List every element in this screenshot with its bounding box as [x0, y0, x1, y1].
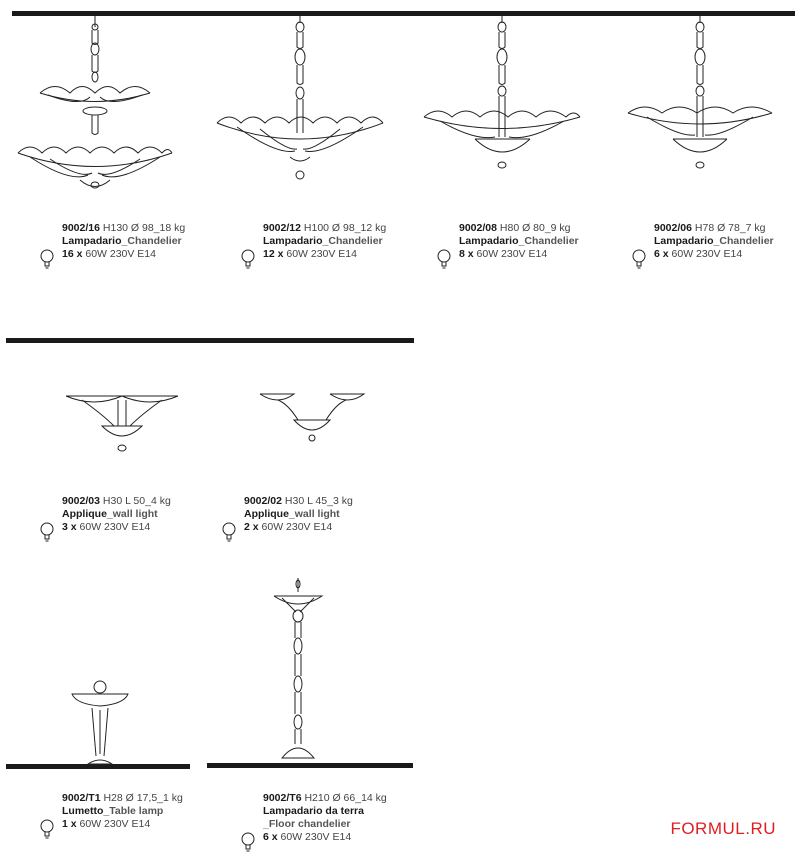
product-9002-t6 [263, 792, 387, 844]
product-code: 9002/06 [654, 222, 692, 234]
product-9002-02 [244, 495, 353, 534]
bulb-count: 1 x [62, 818, 77, 830]
bulb-count: 3 x [62, 521, 77, 533]
divider-middle [6, 338, 414, 343]
product-dimensions: H28 Ø 17,5_1 kg [103, 792, 183, 804]
bulb-spec: 60W 230V E14 [261, 521, 333, 533]
bulb-count: 16 x [62, 248, 83, 260]
product-dimensions: H210 Ø 66_14 kg [304, 792, 387, 804]
chandelier-12-drawing [215, 15, 385, 185]
bulb-spec: 60W 230V E14 [476, 248, 548, 260]
bulb-count: 2 x [244, 521, 259, 533]
product-name-en: Chandelier [127, 235, 182, 247]
product-code: 9002/16 [62, 222, 100, 234]
product-name-it: Lumetto_ [62, 805, 110, 817]
product-name-en: Chandelier [328, 235, 383, 247]
product-code: 9002/08 [459, 222, 497, 234]
product-9002-06 [654, 222, 774, 261]
product-dimensions: H80 Ø 80_9 kg [499, 222, 571, 234]
bulb-icon [40, 819, 54, 839]
bulb-spec: 60W 230V E14 [79, 818, 151, 830]
bulb-icon [632, 249, 646, 269]
product-code: 9002/T6 [263, 792, 302, 804]
bulb-icon [222, 522, 236, 542]
product-dimensions: H100 Ø 98_12 kg [303, 222, 387, 234]
product-9002-t1 [62, 792, 183, 831]
product-9002-08 [459, 222, 579, 261]
product-code: 9002/03 [62, 495, 100, 507]
product-name-it: Lampadario_ [654, 235, 720, 247]
chandelier-06-drawing [625, 15, 775, 175]
bulb-icon [40, 522, 54, 542]
product-dimensions: H78 Ø 78_7 kg [694, 222, 766, 234]
product-dimensions: H130 Ø 98_18 kg [102, 222, 186, 234]
product-name-it: Lampadario_ [459, 235, 525, 247]
bulb-spec: 60W 230V E14 [280, 831, 352, 843]
bulb-spec: 60W 230V E14 [286, 248, 357, 260]
bulb-count: 8 x [459, 248, 474, 260]
product-name-it: Lampadario_ [62, 235, 128, 247]
product-code: 9002/12 [263, 222, 301, 234]
table-lamp-t1-drawing [70, 680, 130, 765]
bulb-icon [241, 249, 255, 269]
bulb-count: 6 x [654, 248, 669, 260]
product-dimensions: H30 L 50_4 kg [102, 495, 171, 507]
product-name-it: Applique_ [244, 508, 295, 520]
divider-bottom-right [207, 763, 413, 768]
wall-light-03-drawing [62, 388, 182, 458]
product-9002-16 [62, 222, 185, 261]
bulb-count: 6 x [263, 831, 278, 843]
product-name-en: wall light [294, 508, 340, 520]
product-name-en: Chandelier [524, 235, 579, 247]
product-name-it: Applique_ [62, 508, 113, 520]
product-name-it: Lampadario da terra [263, 805, 364, 817]
chandelier-08-drawing [420, 15, 585, 175]
product-name-en: Chandelier [719, 235, 774, 247]
wall-light-02-drawing [258, 388, 366, 448]
product-9002-12 [263, 222, 386, 261]
product-code: 9002/02 [244, 495, 282, 507]
brand-watermark: FORMUL.RU [670, 819, 776, 838]
floor-chandelier-t6-drawing [272, 578, 324, 763]
product-name-en: Table lamp [109, 805, 164, 817]
product-name-en: wall light [112, 508, 158, 520]
product-9002-03 [62, 495, 171, 534]
product-name-en: _Floor chandelier [263, 818, 351, 830]
chandelier-16-drawing [10, 15, 180, 195]
product-code: 9002/T1 [62, 792, 101, 804]
bulb-icon [241, 832, 255, 852]
bulb-count: 12 x [263, 248, 284, 260]
bulb-icon [40, 249, 54, 269]
bulb-spec: 60W 230V E14 [79, 521, 151, 533]
product-dimensions: H30 L 45_3 kg [284, 495, 353, 507]
bulb-spec: 60W 230V E14 [85, 248, 156, 260]
bulb-spec: 60W 230V E14 [671, 248, 743, 260]
product-name-it: Lampadario_ [263, 235, 329, 247]
bulb-icon [437, 249, 451, 269]
